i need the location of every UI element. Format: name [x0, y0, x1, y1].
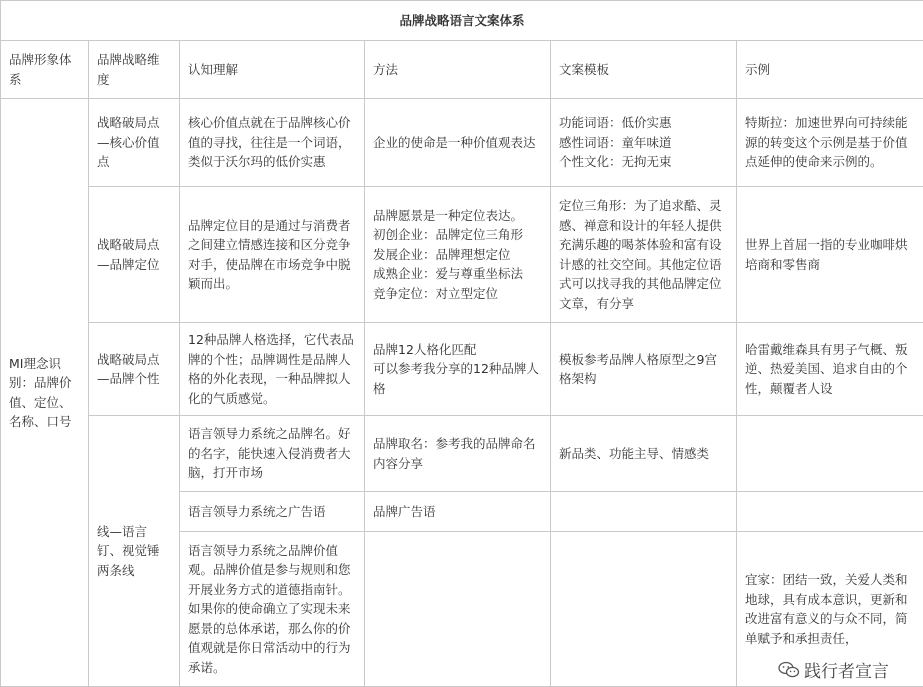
- table-row: [1, 187, 923, 323]
- table-row: [1, 416, 923, 492]
- header-example: 示例: [737, 41, 923, 99]
- watermark-text: 践行者宣言: [804, 657, 889, 682]
- template-cell: 模板参考品牌人格原型之9宫格架构: [551, 323, 737, 416]
- cognition-cell: 语言领导力系统之品牌价值观。品牌价值是参与规则和您开展业务方式的道德指南针。如果你的使命确立了实现未来愿景的总体承诺，那么你的价值观就是你日常活动中的行为承诺。: [180, 532, 365, 687]
- method-line: 可以参考我分享的12种品牌人格: [373, 361, 539, 396]
- wechat-icon: [778, 661, 800, 679]
- dimension-cell: 战略破局点—核心价值点: [89, 99, 180, 187]
- template-line: 感性词语：童年味道: [559, 133, 728, 153]
- example-cell: [737, 492, 923, 532]
- header-cognition: 认知理解: [180, 41, 365, 99]
- header-strategy-dimension: 品牌战略维度: [89, 41, 180, 99]
- cognition-cell: 品牌定位目的是通过与消费者之间建立情感连接和区分竞争对手，使品牌在市场竞争中脱颖而出。: [180, 187, 365, 323]
- template-cell: [551, 492, 737, 532]
- method-line: 品牌愿景是一种定位表达。: [373, 206, 542, 226]
- method-cell: [365, 532, 551, 687]
- dimension-cell: 战略破局点—品牌定位: [89, 187, 180, 323]
- example-cell: 世界上首屈一指的专业咖啡烘培商和零售商: [737, 187, 923, 323]
- method-line: 品牌12人格化匹配: [373, 340, 542, 360]
- template-cell: 定位三角形：为了追求酷、灵感、禅意和设计的年轻人提供充满乐趣的喝茶体验和富有设计感的社交空间。其他定位语式可以找寻我的其他品牌定位文章，有分享: [551, 187, 737, 323]
- header-row: [1, 41, 923, 99]
- example-cell: [737, 416, 923, 492]
- header-method: 方法: [365, 41, 551, 99]
- cognition-cell: 语言领导力系统之广告语: [180, 492, 365, 532]
- method-line: 发展企业：品牌理想定位: [373, 245, 542, 265]
- template-cell: 新品类、功能主导、情感类: [551, 416, 737, 492]
- method-cell: [365, 187, 551, 323]
- table-row: [1, 99, 923, 187]
- method-cell: [365, 323, 551, 416]
- example-cell: 特斯拉：加速世界向可持续能源的转变这个示例是基于价值点延伸的使命来示例的。: [737, 99, 923, 187]
- header-copy-template: 文案模板: [551, 41, 737, 99]
- example-cell: 宜家：团结一致，关爱人类和地球，具有成本意识，更新和改进富有意义的与众不同，简单赋予和承担责任，: [737, 532, 923, 687]
- method-line: 竞争定位：对立型定位: [373, 284, 542, 304]
- cognition-cell: 语言领导力系统之品牌名。好的名字，能快速入侵消费者大脑，打开市场: [180, 416, 365, 492]
- header-brand-image-system: 品牌形象体系: [1, 41, 89, 99]
- method-cell: 企业的使命是一种价值观表达: [365, 99, 551, 187]
- method-line: 初创企业：品牌定位三角形: [373, 225, 542, 245]
- table-title: 品牌战略语言文案体系: [1, 1, 923, 41]
- dimension-cell: 战略破局点—品牌个性: [89, 323, 180, 416]
- mi-identity-cell: MI理念识别：品牌价值、定位、名称、口号: [1, 99, 89, 687]
- template-cell: [551, 99, 737, 187]
- dimension-cell: 线—语言钉、视觉锤两条线: [89, 416, 180, 687]
- template-line: 功能词语：低价实惠: [559, 113, 728, 133]
- table-row: [1, 323, 923, 416]
- cognition-cell: 12种品牌人格选择，它代表品牌的个性；品牌调性是品牌人格的外化表现，一种品牌拟人化的气质感觉。: [180, 323, 365, 416]
- method-cell: 品牌广告语: [365, 492, 551, 532]
- method-line: 成熟企业：爱与尊重坐标法: [373, 264, 542, 284]
- template-line: 个性文化：无拘无束: [559, 152, 728, 172]
- template-cell: [551, 532, 737, 687]
- watermark: [776, 657, 891, 682]
- method-cell: 品牌取名：参考我的品牌命名内容分享: [365, 416, 551, 492]
- example-cell: 哈雷戴维森具有男子气概、叛逆、热爱美国、追求自由的个性，颠覆者人设: [737, 323, 923, 416]
- cognition-cell: 核心价值点就在于品牌核心价值的寻找，往往是一个词语，类似于沃尔玛的低价实惠: [180, 99, 365, 187]
